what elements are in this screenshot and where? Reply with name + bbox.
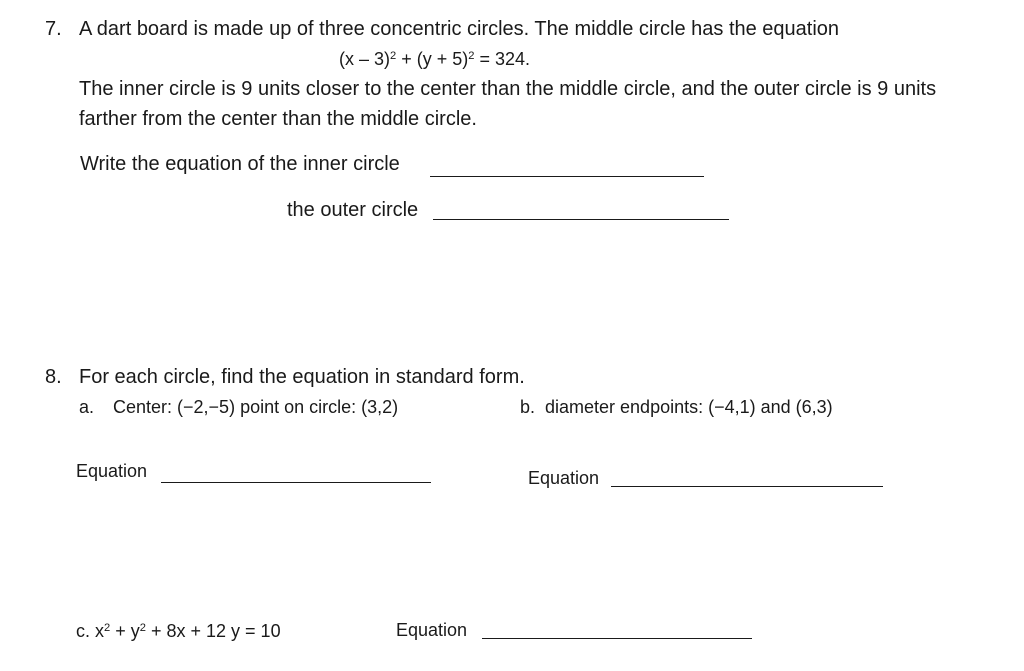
outer-circle-answer-blank[interactable] bbox=[433, 219, 729, 220]
part-b-text: diameter endpoints: (−4,1) and (6,3) bbox=[545, 397, 833, 417]
part-b-equation-label: Equation bbox=[528, 468, 600, 488]
part-c-eq-y: + y bbox=[110, 621, 140, 641]
part-c-exponent-2: 2 bbox=[139, 621, 146, 634]
equation-part-3: = 324. bbox=[474, 49, 531, 69]
problem-7-line-2: The inner circle is 9 units closer to the center than the middle circle, and the outer circle is 9 units bbox=[79, 78, 937, 100]
part-b-letter: b. bbox=[520, 397, 536, 417]
part-c-eq-rest: + 8x + 12 y = 10 bbox=[145, 621, 281, 641]
inner-circle-prompt: Write the equation of the inner circle bbox=[80, 153, 400, 175]
equation-exponent-2: 2 bbox=[468, 49, 475, 62]
part-c-problem bbox=[76, 622, 281, 640]
problem-8-instruction: For each circle, find the equation in standard form. bbox=[79, 366, 525, 388]
part-c-equation-label: Equation bbox=[396, 620, 468, 640]
part-a-answer-blank[interactable] bbox=[161, 482, 431, 483]
part-c-answer-blank[interactable] bbox=[482, 638, 752, 639]
problem-7-intro: A dart board is made up of three concentric circles. The middle circle has the equation bbox=[79, 18, 840, 40]
middle-circle-equation bbox=[339, 50, 530, 68]
part-c-eq-x: x bbox=[95, 621, 105, 641]
outer-circle-prompt: the outer circle bbox=[287, 199, 419, 221]
problem-7-number: 7. bbox=[45, 18, 62, 40]
equation-exponent-1: 2 bbox=[390, 49, 397, 62]
problem-8-number: 8. bbox=[45, 366, 62, 388]
part-a-equation-label: Equation bbox=[76, 461, 148, 481]
part-c-letter: c. bbox=[76, 621, 91, 641]
equation-part-2: + (y + 5) bbox=[396, 49, 469, 69]
part-b-answer-blank[interactable] bbox=[611, 486, 883, 487]
part-c-exponent-1: 2 bbox=[104, 621, 111, 634]
part-a-text: Center: (−2,−5) point on circle: (3,2) bbox=[113, 397, 399, 417]
equation-part-1: (x – 3) bbox=[339, 49, 391, 69]
inner-circle-answer-blank[interactable] bbox=[430, 176, 704, 177]
problem-7-line-3: farther from the center than the middle circle. bbox=[79, 108, 477, 130]
part-a-letter: a. bbox=[79, 397, 95, 417]
